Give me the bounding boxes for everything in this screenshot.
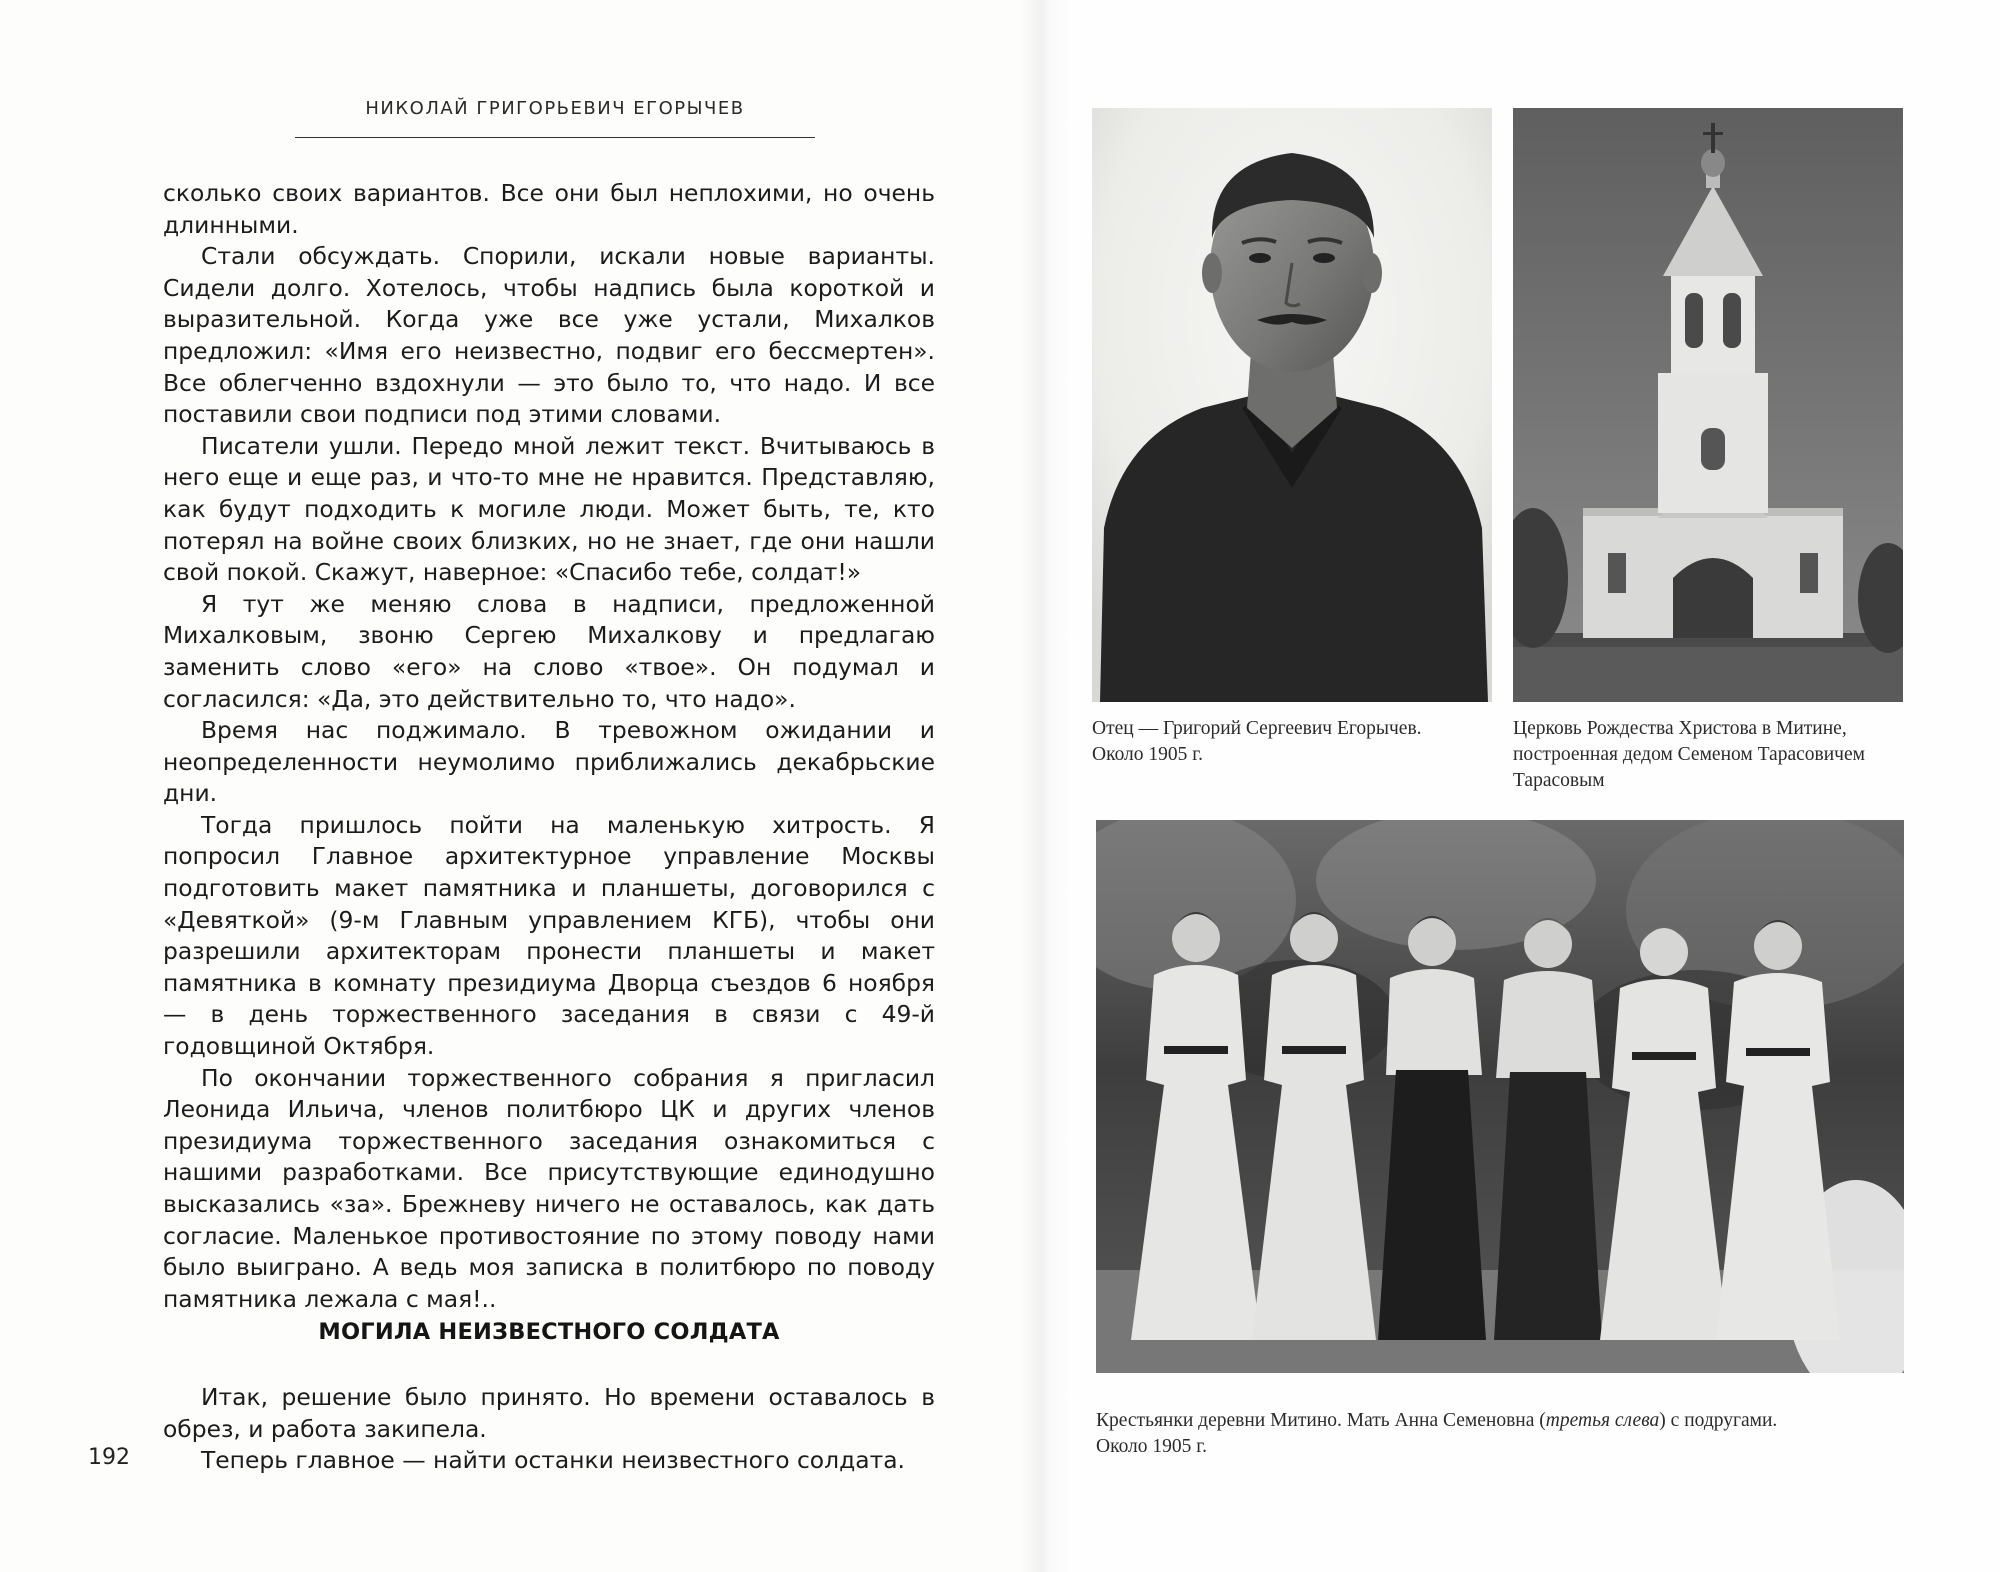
section-body-text: [163, 1382, 935, 1477]
running-head: НИКОЛАЙ ГРИГОРЬЕВИЧ ЕГОРЫЧЕВ: [365, 98, 745, 119]
group-caption-italic: третья слева: [1545, 1410, 1660, 1431]
running-head-rule: [295, 137, 815, 138]
group-caption-line-1: [1096, 1408, 1904, 1434]
group-photo: [1096, 820, 1904, 1373]
group-caption-line-2: Около 1905 г.: [1096, 1436, 1207, 1457]
book-gutter: [1020, 0, 1070, 1572]
father-portrait-photo: [1092, 108, 1492, 702]
paragraph-7: По окончании торжественного собрания я пригласил Леонида Ильича, членов политбюро ЦК и других членов президиума торжественного заседания ознакомиться с нашими разработками. Все присутствующие единодушно высказались «за». Брежневу ничего не оставалось, как дать согласие. Маленькое противостояние по этому поводу нами было выиграно. А ведь моя записка в политбюро по поводу памятника лежала с мая!..: [163, 1063, 935, 1313]
page-number: 192: [88, 1445, 130, 1470]
paragraph-4: Я тут же меняю слова в надписи, предложенной Михалковым, звоню Сергею Михалкову и предлагаю заменить слово «его» на слово «твое». Он подумал и согласился: «Да, это действительно то, что надо».: [163, 589, 935, 713]
paragraph-5: Время нас поджимало. В тревожном ожидании и неопределенности неумолимо приближались декабрьские дни.: [163, 716, 935, 808]
church-photo: [1513, 108, 1903, 702]
paragraph-6: Тогда пришлось пойти на маленькую хитрость. Я попросил Главное архитектурное управление Москвы подготовить макет памятника и планшеты, договорился с «Девяткой» (9-м Главным управлением КГБ), чтобы они разрешили архитекторам пронести планшеты и макет памятника в комнату президиума Дворца съездов 6 ноября — в день торжественного заседания в связи с 49-й годовщиной Октября.: [163, 810, 935, 1061]
section-paragraph-2: Теперь главное — найти останки неизвестного солдата.: [201, 1446, 905, 1475]
father-photo-caption: [1092, 716, 1502, 768]
father-caption-line-1: Отец — Григорий Сергеевич Егорычев.: [1092, 718, 1422, 739]
group-photo-caption: [1096, 1408, 1904, 1460]
paragraph-2: Стали обсуждать. Спорили, искали новые варианты. Сидели долго. Хотелось, чтобы надпись была короткой и выразительной. Когда уже все уже устали, Михалков предложил: «Имя его неизвестно, подвиг его бессмертен». Все облегченно вздохнули — это было то, что надо. И все поставили свои подписи под этими словами.: [163, 242, 935, 429]
paragraph-1: сколько своих вариантов. Все они был неплохими, но очень длинными.: [163, 179, 935, 239]
section-heading: МОГИЛА НЕИЗВЕСТНОГО СОЛДАТА: [318, 1319, 780, 1345]
father-caption-line-2: Около 1905 г.: [1092, 744, 1203, 765]
section-paragraph-1: Итак, решение было принято. Но времени оставалось в обрез, и работа закипела.: [163, 1383, 935, 1443]
group-caption-text-before: Крестьянки деревни Митино. Мать Анна Семеновна (: [1096, 1410, 1546, 1431]
paragraph-3: Писатели ушли. Передо мной лежит текст. Вчитываюсь в него еще и еще раз, и что-то мне не нравится. Представляю, как будут подходить к могиле люди. Может быть, те, кто потерял на войне своих близких, но не знает, где они нашли свой покой. Скажут, наверное: «Спасибо тебе, солдат!»: [163, 431, 935, 587]
body-text: [163, 178, 935, 1315]
church-photo-caption: Церковь Рождества Христова в Митине, построенная дедом Семеном Тарасовичем Тарасовым: [1513, 718, 1865, 791]
group-caption-text-after: ) с подругами.: [1659, 1410, 1778, 1431]
